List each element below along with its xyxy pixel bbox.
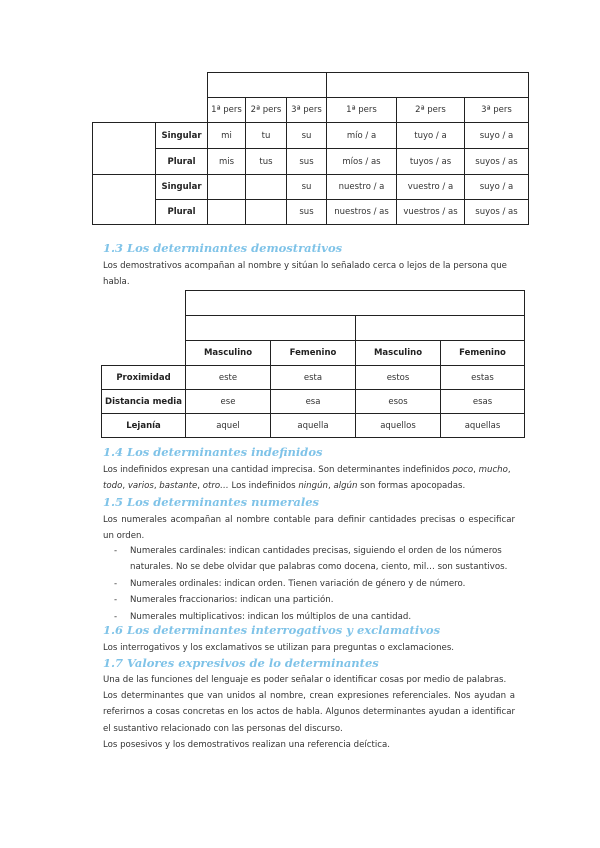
- poss-group-cell: [93, 175, 156, 225]
- indefinidos-text: Los indefinidos expresan una cantidad imprecisa. Son determinantes indefinidos poco, mucho, todo, varios, bastante, otro… Los indefinidos ningún, algún son formas apocopadas.: [103, 465, 511, 492]
- table-cell: sus: [287, 149, 327, 175]
- table-cell: aquella: [271, 414, 356, 438]
- table-cell: míos / as: [327, 149, 397, 175]
- table-cell: estas: [441, 366, 525, 390]
- row-label: Singular: [156, 175, 208, 200]
- possessives-table: [92, 72, 529, 225]
- section-heading-interrogativos: 1.6 Los determinantes interrogativos y exclamativos: [103, 623, 441, 637]
- table-cell: aquellos: [356, 414, 441, 438]
- table-cell: tus: [246, 149, 287, 175]
- table-cell: esos: [356, 390, 441, 414]
- valores-text-1: Una de las funciones del lenguaje es poder señalar o identificar cosas por medio de palabras.: [103, 675, 507, 685]
- list-item: - Numerales fraccionarios: indican una partición.: [114, 595, 334, 606]
- numerales-text: Los numerales acompañan al nombre contable para definir cantidades precisas o especificar un orden.: [103, 515, 515, 542]
- list-item: - Numerales multiplicativos: indican los múltiplos de una cantidad.: [114, 611, 412, 622]
- demostrativos-text: Los demostrativos acompañan al nombre y sitúan lo señalado cerca o lejos de la persona que habla.: [103, 261, 507, 288]
- row-label: Proximidad: [102, 366, 186, 390]
- table-cell: vuestros / as: [397, 200, 465, 225]
- list-item: - Numerales cardinales: indican cantidades precisas, siguiendo el orden de los números naturales. No se debe olvidar que palabras como docena, ciento, mil… son sustantivos.: [114, 546, 508, 573]
- table-cell: su: [287, 175, 327, 200]
- table-cell: aquellas: [441, 414, 525, 438]
- numerales-list: [103, 543, 515, 625]
- table-cell: nuestro / a: [327, 175, 397, 200]
- pers-header: 1ª pers: [208, 98, 246, 123]
- pers-header: 2ª pers: [397, 98, 465, 123]
- row-label: Singular: [156, 123, 208, 149]
- table-cell: este: [186, 366, 271, 390]
- table-cell: suyo / a: [465, 123, 529, 149]
- table-cell: mis: [208, 149, 246, 175]
- poss-header-empty-left: [208, 73, 327, 98]
- list-item: - Numerales ordinales: indican orden. Tienen variación de género y de número.: [114, 578, 466, 589]
- table-cell: tuyos / as: [397, 149, 465, 175]
- row-label: Plural: [156, 200, 208, 225]
- valores-text-2: Los determinantes que van unidos al nombre, crean expresiones referenciales. Nos ayudan a referirnos a cosas concretas en los actos de habla. Algunos determinantes ayudan a identificar el sustantivo relacionado con las personas del discurso.: [103, 691, 515, 734]
- table-cell: tuyo / a: [397, 123, 465, 149]
- pers-header: 3ª pers: [465, 98, 529, 123]
- gender-header: Masculino: [356, 341, 441, 366]
- table-cell: su: [287, 123, 327, 149]
- table-cell: [208, 200, 246, 225]
- pers-header: 2ª pers: [246, 98, 287, 123]
- table-cell: esas: [441, 390, 525, 414]
- table-cell: suyos / as: [465, 200, 529, 225]
- gender-header: Masculino: [186, 341, 271, 366]
- table-cell: esa: [271, 390, 356, 414]
- pers-header: 1ª pers: [327, 98, 397, 123]
- poss-header-empty-right: [327, 73, 529, 98]
- section-heading-numerales: 1.5 Los determinantes numerales: [103, 495, 319, 509]
- table-cell: [246, 175, 287, 200]
- table-cell: estos: [356, 366, 441, 390]
- valores-text-3: Los posesivos y los demostrativos realizan una referencia deíctica.: [103, 740, 390, 750]
- pers-header: 3ª pers: [287, 98, 327, 123]
- table-cell: sus: [287, 200, 327, 225]
- section-heading-indefinidos: 1.4 Los determinantes indefinidos: [103, 445, 323, 459]
- demonstratives-table: [101, 290, 525, 438]
- table-cell: suyo / a: [465, 175, 529, 200]
- dem-header-empty-left: [186, 316, 356, 341]
- gender-header: Femenino: [441, 341, 525, 366]
- table-cell: aquel: [186, 414, 271, 438]
- gender-header: Femenino: [271, 341, 356, 366]
- poss-group-cell: [93, 123, 156, 175]
- table-cell: nuestros / as: [327, 200, 397, 225]
- table-cell: tu: [246, 123, 287, 149]
- row-label: Lejanía: [102, 414, 186, 438]
- section-heading-demostrativos: 1.3 Los determinantes demostrativos: [103, 241, 343, 255]
- row-label: Plural: [156, 149, 208, 175]
- table-cell: suyos / as: [465, 149, 529, 175]
- dem-header-empty-right: [356, 316, 525, 341]
- table-cell: [246, 200, 287, 225]
- table-cell: mi: [208, 123, 246, 149]
- table-cell: esta: [271, 366, 356, 390]
- dem-header-empty: [186, 291, 525, 316]
- section-heading-valores: 1.7 Valores expresivos de lo determinantes: [103, 656, 379, 670]
- row-label: Distancia media: [102, 390, 186, 414]
- table-cell: ese: [186, 390, 271, 414]
- interrogativos-text: Los interrogativos y los exclamativos se utilizan para preguntas o exclamaciones.: [103, 643, 455, 653]
- table-cell: mío / a: [327, 123, 397, 149]
- table-cell: [208, 175, 246, 200]
- table-cell: vuestro / a: [397, 175, 465, 200]
